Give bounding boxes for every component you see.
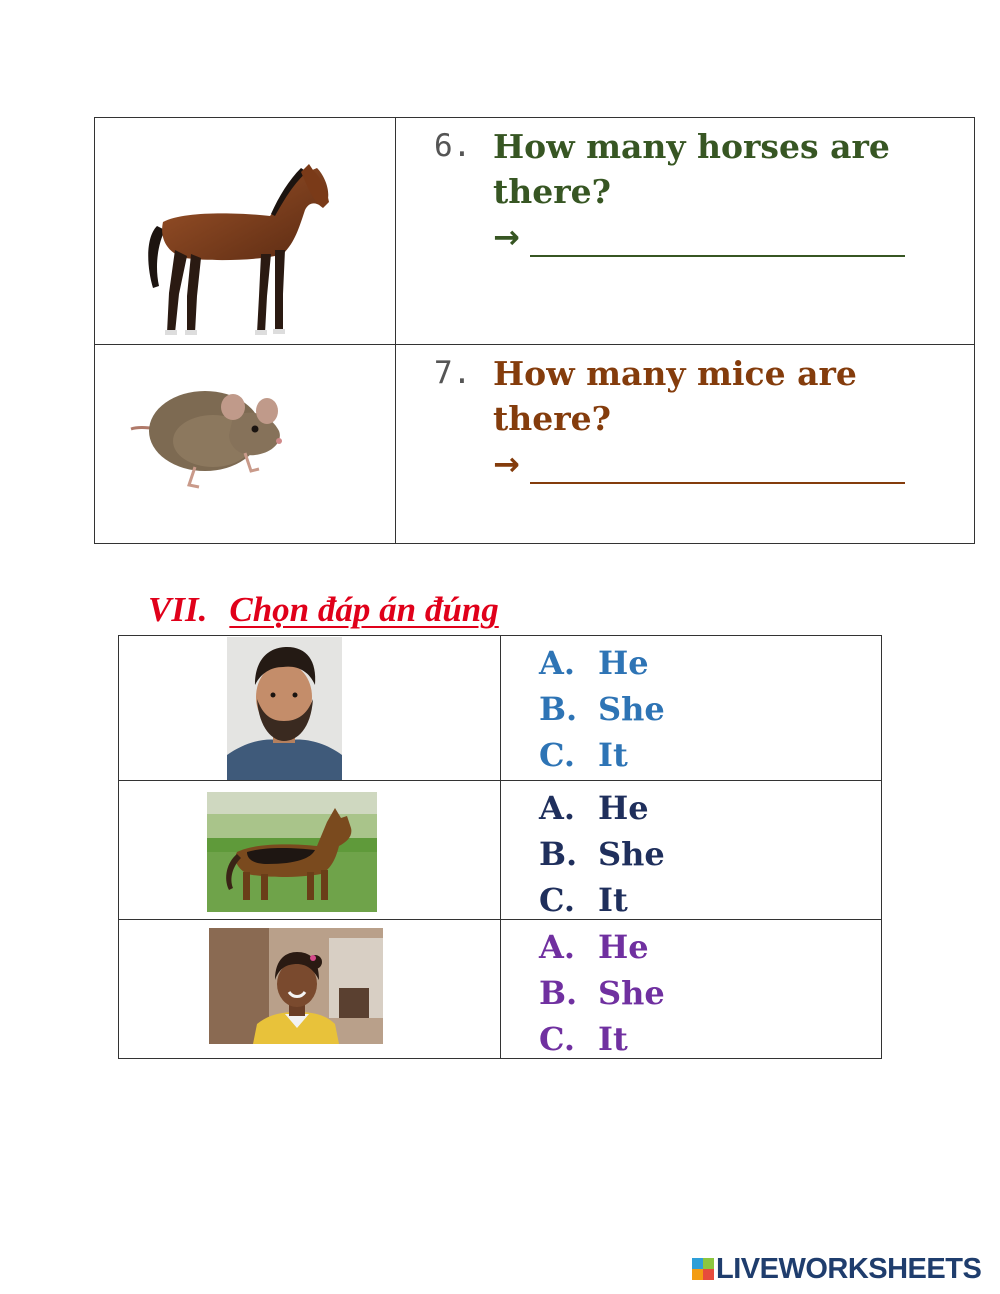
question-row-6 <box>95 118 975 345</box>
image-cell <box>95 345 396 544</box>
options-cell <box>501 636 882 781</box>
question-text: How many horses are there? <box>493 127 890 211</box>
question-number: 6. <box>434 128 472 164</box>
answer-blank[interactable] <box>493 442 905 486</box>
section-heading <box>148 590 499 630</box>
image-cell <box>119 636 501 781</box>
options-cell <box>501 781 882 920</box>
answer-underline <box>530 255 905 257</box>
mouse-image <box>95 345 395 544</box>
option-group <box>539 924 665 1062</box>
option-a[interactable]: A. He <box>539 644 649 682</box>
question-cell <box>396 345 975 544</box>
question-cell <box>396 118 975 345</box>
horse-image <box>95 118 395 345</box>
question-text: How many mice are there? <box>493 354 857 438</box>
option-c[interactable]: C. It <box>539 881 628 919</box>
option-c[interactable]: C. It <box>539 1020 628 1058</box>
girl-photo <box>209 928 383 1044</box>
image-cell <box>119 920 501 1059</box>
choice-row <box>119 781 882 920</box>
answer-blank[interactable] <box>493 215 905 259</box>
brand-name: LIVEWORKSHEETS <box>716 1252 982 1285</box>
choice-table <box>118 635 882 1059</box>
dog-photo <box>207 792 377 912</box>
option-group <box>539 785 665 923</box>
choice-row <box>119 920 882 1059</box>
arrow-right-icon: → <box>493 445 520 483</box>
section-title: Chọn đáp án đúng <box>229 590 499 629</box>
man-photo <box>227 637 342 780</box>
option-group <box>539 640 665 778</box>
option-b[interactable]: B. She <box>539 974 665 1012</box>
choice-row <box>119 636 882 781</box>
answer-underline <box>530 482 905 484</box>
option-b[interactable]: B. She <box>539 835 665 873</box>
option-a[interactable]: A. He <box>539 789 649 827</box>
question-row-7 <box>95 345 975 544</box>
image-cell <box>95 118 396 345</box>
liveworksheets-brand[interactable] <box>692 1254 981 1284</box>
option-b[interactable]: B. She <box>539 690 665 728</box>
option-a[interactable]: A. He <box>539 928 649 966</box>
question-table <box>94 117 975 544</box>
liveworksheets-logo-icon <box>692 1258 714 1280</box>
section-number: VII. <box>148 590 208 629</box>
arrow-right-icon: → <box>493 218 520 256</box>
option-c[interactable]: C. It <box>539 736 628 774</box>
question-number: 7. <box>434 355 472 391</box>
options-cell <box>501 920 882 1059</box>
image-cell <box>119 781 501 920</box>
